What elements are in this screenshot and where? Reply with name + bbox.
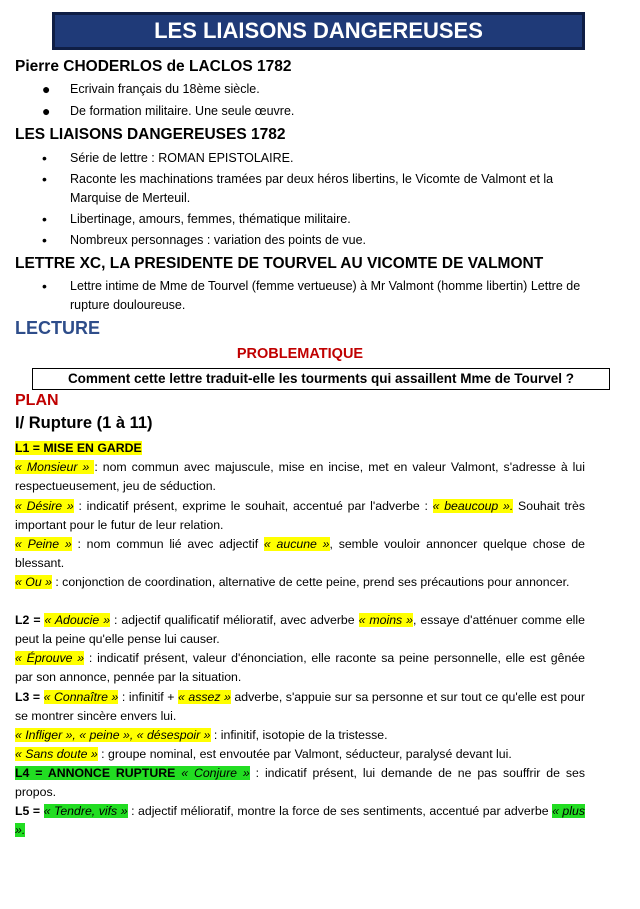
analysis-sans-doute: « Sans doute » : groupe nominal, est envoutée par Valmont, séducteur, paralysé devant lui.	[15, 747, 512, 761]
analysis-infliger: « Infliger », « peine », « désespoir » : infinitif, isotopie de la tristesse.	[15, 728, 388, 742]
analysis-eprouve: « Éprouve » : indicatif présent, valeur d'énonciation, elle raconte sa peine personnelle, elle est gênée par son annonce, pennée par la situation.	[15, 651, 586, 684]
analysis-conjure: L4 = ANNONCE RUPTURE « Conjure » : indicatif présent, lui demande de ne pas souffrir de ses propos.	[15, 766, 585, 799]
analysis-adoucie: L2 = « Adoucie » : adjectif qualificatif mélioratif, avec adverbe « moins », essaye d'atténuer comme elle peut la peine qu'elle pense lui causer.	[15, 613, 585, 646]
analysis-connaitre: L3 = « Connaître » : infinitif + « assez » adverbe, s'appuie sur sa personne et sur tout ce qu'elle est pour se montrer sincère envers lui.	[15, 690, 585, 723]
analysis-desire: « Désire » : indicatif présent, exprime le souhait, accentué par l'adverbe : « beaucoup ». Souhait très important pour le futur de leur relation.	[15, 499, 585, 532]
author-bullet-2: ● De formation militaire. Une seule œuvre.	[42, 103, 295, 119]
analysis-peine: « Peine » : nom commun lié avec adjectif « aucune », semble vouloir annoncer quelque chose de blessant.	[15, 537, 585, 570]
book-heading: LES LIAISONS DANGEREUSES 1782	[15, 126, 286, 143]
author-bullet-1: ● Ecrivain français du 18ème siècle.	[42, 81, 260, 97]
lecture-heading: LECTURE	[15, 318, 100, 338]
letter-bullet-1: • Lettre intime de Mme de Tourvel (femme vertueuse) à Mr Valmont (homme libertin) Lettre de rupture douloureuse.	[42, 278, 581, 312]
analysis-tendre-vifs: L5 = « Tendre, vifs » : adjectif mélioratif, montre la force de ses sentiments, accentué par adverbe « plus ».	[15, 804, 585, 837]
analysis-ou: « Ou » : conjonction de coordination, alternative de cette peine, prend ses précautions pour annoncer.	[15, 575, 570, 589]
problematique-question: Comment cette lettre traduit-elle les tourments qui assaillent Mme de Tourvel ?	[32, 368, 610, 390]
book-bullet-2: • Raconte les machinations tramées par deux héros libertins, le Vicomte de Valmont et la Marquise de Merteuil.	[42, 171, 554, 205]
problematique-label: PROBLEMATIQUE	[236, 346, 364, 362]
book-bullet-1: • Série de lettre : ROMAN EPISTOLAIRE.	[42, 150, 294, 166]
l1-tag: L1 = MISE EN GARDE	[15, 441, 142, 455]
book-bullet-4: • Nombreux personnages : variation des points de vue.	[42, 232, 367, 248]
part-1-title: I/ Rupture (1 à 11)	[15, 414, 153, 432]
analysis-monsieur: « Monsieur » : nom commun avec majuscule, mise en incise, met en valeur Valmont, s'adresse à lui respectueusement, jeu de séduction.	[15, 460, 585, 493]
document-title: LES LIAISONS DANGEREUSES	[52, 12, 585, 50]
book-bullet-3: • Libertinage, amours, femmes, thématique militaire.	[42, 211, 351, 227]
author-heading: Pierre CHODERLOS de LACLOS 1782	[15, 58, 292, 75]
letter-heading: LETTRE XC, LA PRESIDENTE DE TOURVEL AU VICOMTE DE VALMONT	[15, 255, 544, 272]
plan-label: PLAN	[15, 392, 59, 409]
